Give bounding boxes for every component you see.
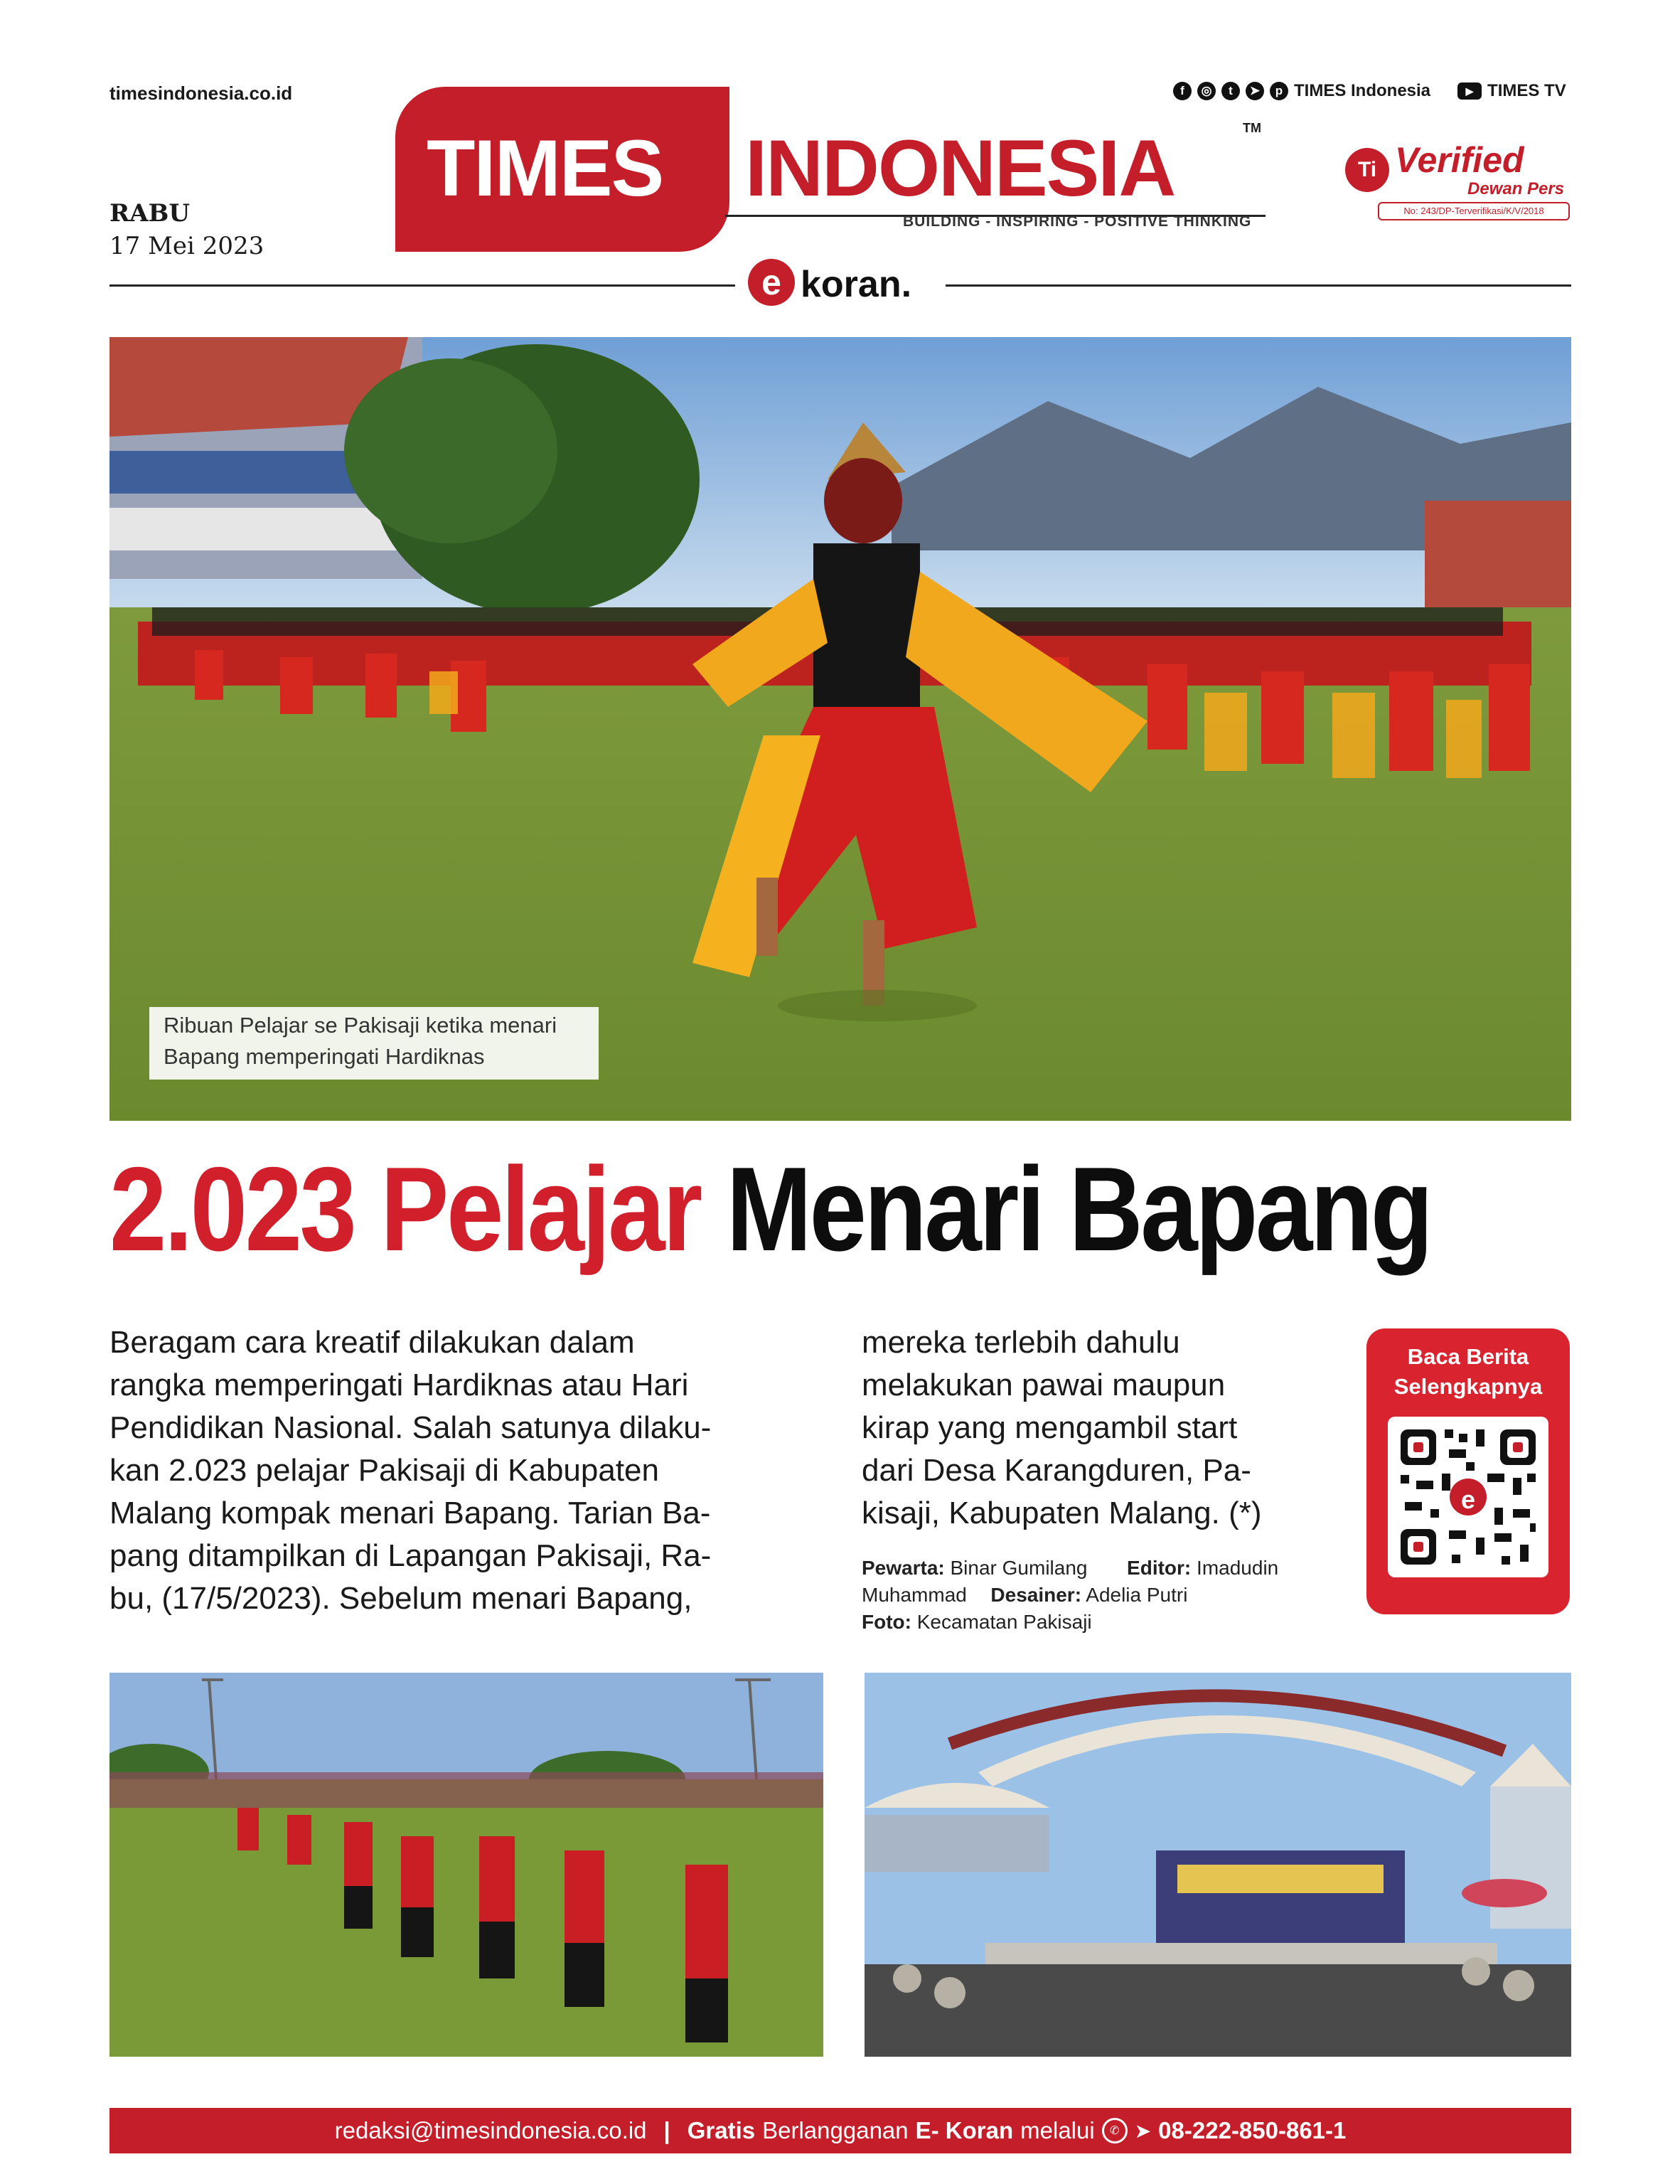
foto-name: Kecamatan Pakisaji bbox=[916, 1611, 1092, 1633]
article-line: kisaji, Kabupaten Malang. (*) bbox=[862, 1496, 1262, 1530]
logo-times: TIMES bbox=[427, 124, 663, 213]
issue-day: RABU bbox=[109, 199, 191, 228]
hero-caption-line2: Bapang memperingati Hardiknas bbox=[164, 1044, 485, 1069]
article-line: kirap yang mengambil start bbox=[862, 1410, 1238, 1445]
article-column-2 bbox=[862, 1321, 1342, 1535]
article-line: bu, (17/5/2023). Sebelum menari Bapang, bbox=[109, 1581, 692, 1616]
article-column-1 bbox=[109, 1321, 820, 1620]
article-line: Pendidikan Nasional. Salah satunya dilaku- bbox=[109, 1410, 712, 1445]
verified-logo-icon: Ti bbox=[1345, 148, 1389, 192]
footer-email[interactable]: redaksi@timesindonesia.co.id bbox=[334, 2117, 647, 2143]
article-line: Malang kompak menari Bapang. Tarian Ba- bbox=[109, 1496, 711, 1530]
footer-divider: | bbox=[663, 2117, 670, 2143]
headline-black: Menari Bapang bbox=[726, 1142, 1431, 1276]
pinterest-icon[interactable]: p bbox=[1270, 82, 1288, 100]
photo-parade bbox=[109, 1673, 823, 2057]
header-rule-left bbox=[109, 284, 735, 287]
ekoran-logo-icon: e bbox=[748, 259, 795, 306]
qr-title-line1: Baca Berita bbox=[1407, 1344, 1529, 1369]
headline bbox=[109, 1142, 1431, 1276]
headline-red: 2.023 Pelajar bbox=[109, 1142, 700, 1276]
telegram-icon[interactable]: ➤ bbox=[1134, 2119, 1152, 2142]
ekoran-wordmark: koran. bbox=[801, 264, 912, 305]
site-url[interactable]: timesindonesia.co.id bbox=[109, 82, 293, 104]
issue-date: 17 Mei 2023 bbox=[109, 232, 264, 260]
footer-berlangganan: Berlangganan bbox=[762, 2117, 909, 2143]
article-line: kan 2.023 pelajar Pakisaji di Kabupaten bbox=[109, 1453, 659, 1488]
pewarta-name: Binar Gumilang bbox=[950, 1557, 1088, 1579]
footer-content bbox=[109, 2108, 1571, 2153]
verified-label: Verified bbox=[1395, 140, 1524, 180]
social-links bbox=[1173, 81, 1566, 101]
editor-label: Editor: bbox=[1127, 1557, 1192, 1579]
footer-phone[interactable]: 08-222-850-861-1 bbox=[1158, 2117, 1347, 2143]
hero-photo bbox=[109, 337, 1571, 1121]
logo-trademark: TM bbox=[1243, 121, 1261, 135]
article-line: Beragam cara kreatif dilakukan dalam bbox=[109, 1325, 635, 1360]
instagram-icon[interactable]: ◎ bbox=[1197, 82, 1216, 100]
desainer-name: Adelia Putri bbox=[1086, 1584, 1188, 1606]
article-line: melakukan pawai maupun bbox=[862, 1368, 1226, 1402]
facebook-icon[interactable]: f bbox=[1173, 82, 1192, 100]
qr-title-line2: Selengkapnya bbox=[1393, 1374, 1543, 1399]
article-line: pang ditampilkan di Lapangan Pakisaji, Ra- bbox=[109, 1538, 712, 1573]
footer-gratis: Gratis bbox=[687, 2117, 756, 2143]
logo-indonesia: INDONESIA bbox=[745, 124, 1175, 213]
verified-number: No: 243/DP-Terverifikasi/K/V/2018 bbox=[1378, 202, 1570, 220]
credits bbox=[862, 1555, 1345, 1636]
editor-name-first: Imadudin bbox=[1197, 1557, 1279, 1579]
footer-ekoran: E- Koran bbox=[915, 2117, 1014, 2143]
qr-center-mark: e bbox=[1460, 1485, 1476, 1514]
social-label[interactable]: TIMES Indonesia bbox=[1294, 81, 1431, 100]
desainer-label: Desainer: bbox=[990, 1584, 1082, 1606]
tagline: BUILDING - INSPIRING - POSITIVE THINKING bbox=[903, 213, 1252, 230]
youtube-icon[interactable]: ▶ bbox=[1457, 82, 1482, 100]
editor-name-last: Muhammad bbox=[862, 1584, 967, 1606]
tv-label[interactable]: TIMES TV bbox=[1487, 81, 1566, 100]
article-line: dari Desa Karangduren, Pa- bbox=[862, 1453, 1251, 1488]
article-line: mereka terlebih dahulu bbox=[862, 1325, 1180, 1360]
article-line: rangka memperingati Hardiknas atau Hari bbox=[109, 1368, 689, 1402]
twitter-icon[interactable]: t bbox=[1221, 82, 1240, 100]
header-rule-right bbox=[946, 284, 1571, 287]
foto-label: Foto: bbox=[862, 1611, 911, 1633]
pewarta-label: Pewarta: bbox=[862, 1557, 945, 1579]
footer-melalui: melalui bbox=[1020, 2117, 1095, 2143]
hero-caption-line1: Ribuan Pelajar se Pakisaji ketika menari bbox=[164, 1013, 557, 1038]
whatsapp-icon[interactable]: ✆ bbox=[1102, 2118, 1128, 2143]
verified-sub: Dewan Pers bbox=[1467, 179, 1565, 198]
photo-stage bbox=[865, 1673, 1571, 2057]
telegram-icon[interactable]: ➤ bbox=[1246, 82, 1264, 100]
